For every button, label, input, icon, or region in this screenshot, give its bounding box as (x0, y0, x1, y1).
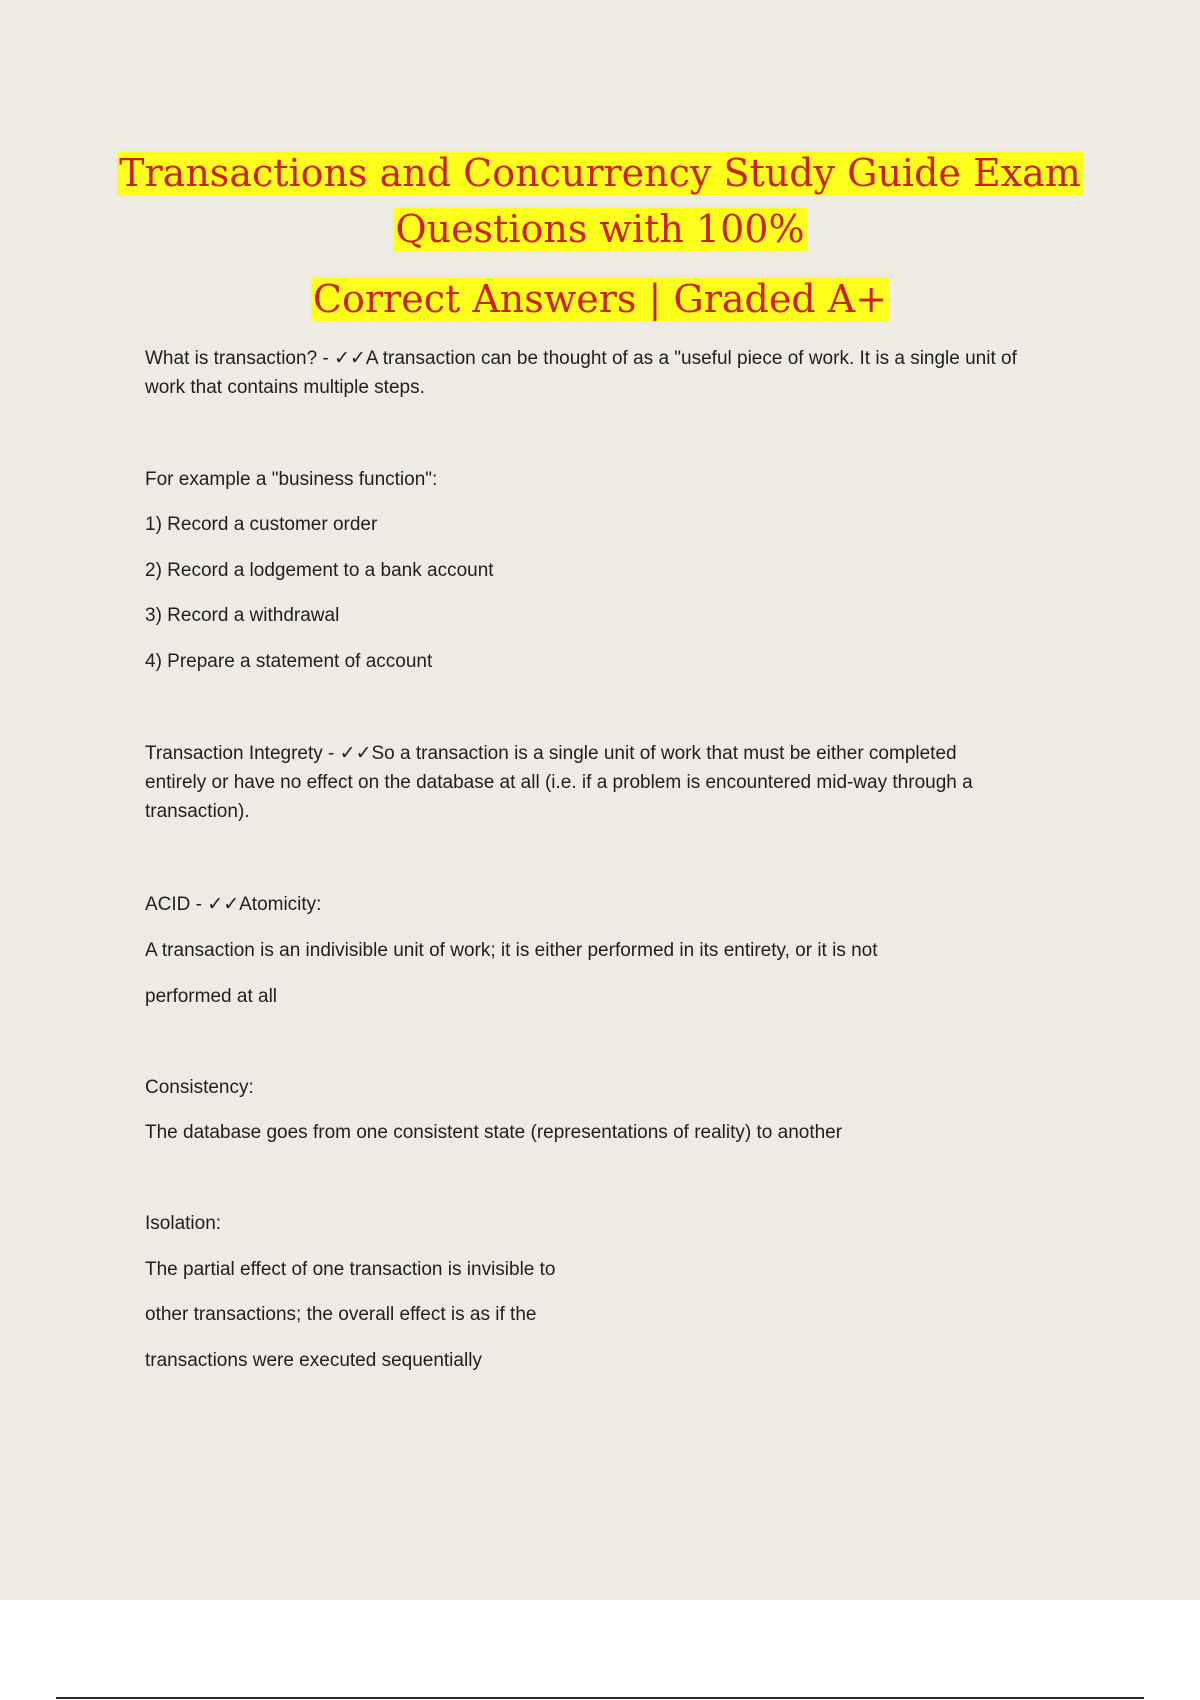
consistency-text: The database goes from one consistent state (representations of reality) to another (145, 1122, 843, 1143)
transaction-question: What is transaction? - ✓✓A transaction can be thought of as a "useful piece of work. It is a single unit of (145, 348, 1017, 369)
atomicity-line-1: A transaction is an indivisible unit of work; it is either performed in its entirety, or it is not (145, 940, 878, 961)
document-title (0, 145, 1200, 327)
example-item: 2) Record a lodgement to a bank account (145, 560, 494, 581)
isolation-line-2: other transactions; the overall effect is as if the (145, 1304, 537, 1325)
example-item: 3) Record a withdrawal (145, 605, 340, 626)
isolation-heading: Isolation: (145, 1213, 222, 1234)
title-line-1: Transactions and Concurrency Study Guide Exam (119, 151, 1081, 195)
business-function-example (145, 465, 1095, 494)
example-intro: For example a "business function": (145, 469, 438, 490)
example-item: 4) Prepare a statement of account (145, 651, 433, 672)
atomicity-line-2: performed at all (145, 986, 278, 1007)
title-line-2: Questions with 100% (395, 207, 805, 251)
footer-divider (56, 1697, 1144, 1699)
transaction-definition (145, 344, 1095, 402)
example-item: 1) Record a customer order (145, 514, 378, 535)
isolation-line-3: transactions were executed sequentially (145, 1350, 482, 1371)
title-line-3: Correct Answers | Graded A+ (312, 277, 888, 321)
consistency-heading: Consistency: (145, 1077, 254, 1098)
isolation-line-1: The partial effect of one transaction is invisible to (145, 1259, 556, 1280)
transaction-answer-continuation: work that contains multiple steps. (145, 377, 425, 398)
acid-heading: ACID - ✓✓Atomicity: (145, 894, 322, 915)
transaction-integrity: Transaction Integrety - ✓✓So a transaction is a single unit of work that must be either completed entirely or have no effect on the database at all (i.e. if a problem is encountered mid-way through a transaction). (145, 743, 973, 822)
